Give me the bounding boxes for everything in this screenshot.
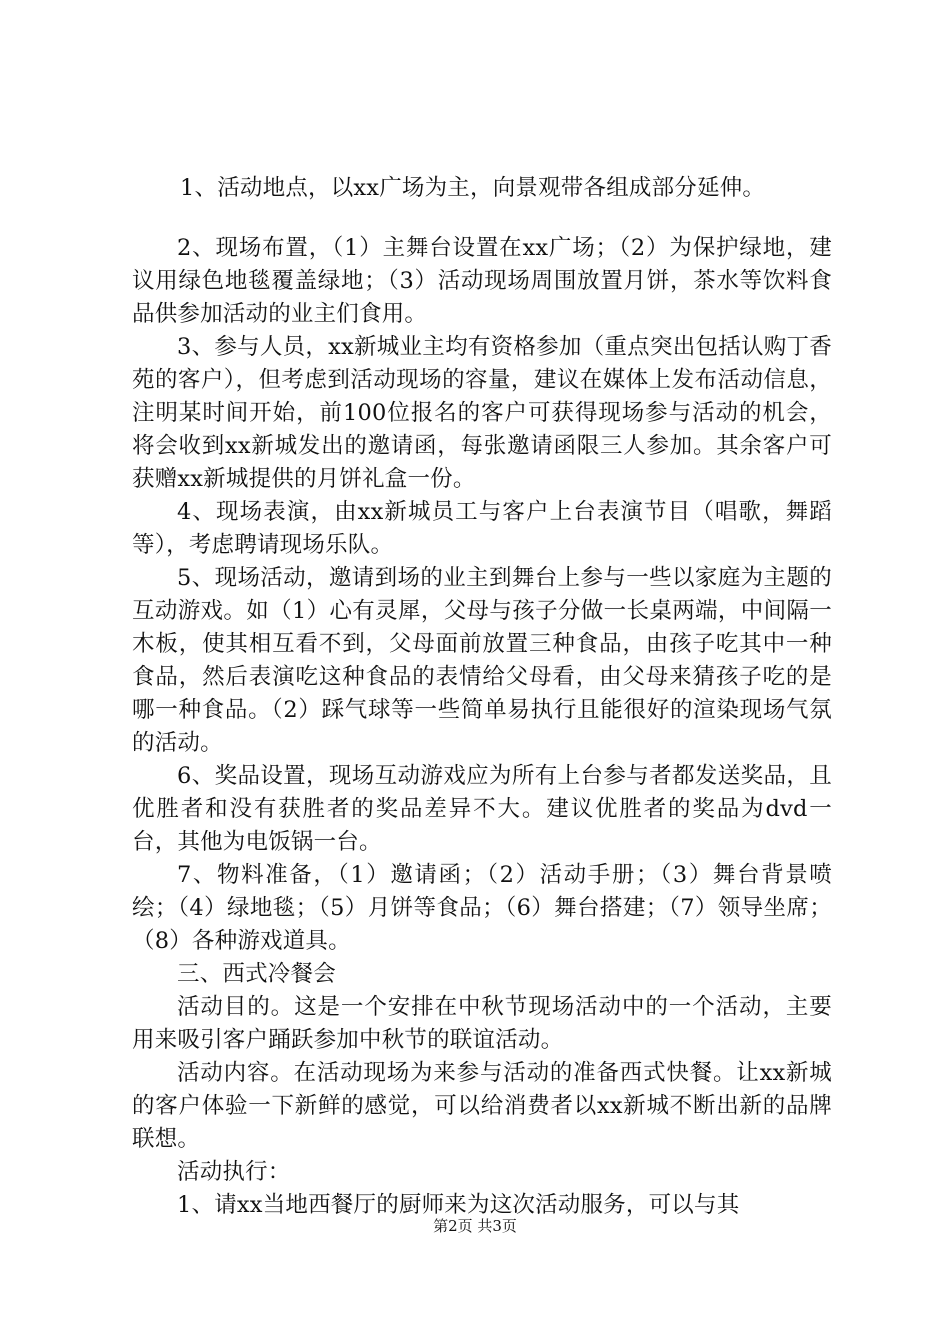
paragraph-execution-item: 1、请xx当地西餐厅的厨师来为这次活动服务，可以与其 bbox=[177, 1192, 740, 1218]
paragraph-performance: 4、现场表演，由xx新城员工与客户上台表演节目（唱歌，舞蹈等），考虑聘请现场乐队。 bbox=[132, 499, 832, 558]
document-body bbox=[132, 172, 832, 1222]
paragraph-content: 活动内容。在活动现场为来参与活动的准备西式快餐。让xx新城的客户体验一下新鲜的感觉，可以给消费者以xx新城不断出新的品牌联想。 bbox=[132, 1060, 832, 1152]
paragraph-activities: 5、现场活动，邀请到场的业主到舞台上参与一些以家庭为主题的互动游戏。如（1）心有灵犀，父母与孩子分做一长桌两端，中间隔一木板，使其相互看不到，父母面前放置三种食品，由孩子吃其中一种食品，然后表演吃这种食品的表情给父母看，由父母来猜孩子吃的是哪一种食品。（2）踩气球等一些简单易执行且能很好的渲染现场气氛的活动。 bbox=[132, 565, 832, 756]
paragraph-purpose: 活动目的。这是一个安排在中秋节现场活动中的一个活动，主要用来吸引客户踊跃参加中秋节的联谊活动。 bbox=[132, 994, 832, 1053]
paragraph-participants: 3、参与人员，xx新城业主均有资格参加（重点突出包括认购丁香苑的客户），但考虑到活动现场的容量，建议在媒体上发布活动信息，注明某时间开始，前100位报名的客户可获得现场参与活动的机会，将会收到xx新城发出的邀请函，每张邀请函限三人参加。其余客户可获赠xx新城提供的月饼礼盒一份。 bbox=[132, 334, 832, 492]
paragraph-prizes: 6、奖品设置，现场互动游戏应为所有上台参与者都发送奖品，且优胜者和没有获胜者的奖品差异不大。建议优胜者的奖品为dvd一台，其他为电饭锅一台。 bbox=[132, 763, 832, 855]
paragraph-venue: 1、活动地点，以xx广场为主，向景观带各组成部分延伸。 bbox=[180, 175, 766, 201]
page-number: 第2页 共3页 bbox=[433, 1217, 517, 1235]
section-heading: 三、西式冷餐会 bbox=[177, 961, 336, 987]
paragraph-layout: 2、现场布置，（1）主舞台设置在xx广场；（2）为保护绿地，建议用绿色地毯覆盖绿地；（3）活动现场周围放置月饼，茶水等饮料食品供参加活动的业主们食用。 bbox=[132, 235, 832, 327]
paragraph-execution-heading: 活动执行： bbox=[177, 1159, 291, 1185]
paragraph-materials: 7、物料准备，（1）邀请函；（2）活动手册；（3）舞台背景喷绘；（4）绿地毯；（5）月饼等食品；（6）舞台搭建；（7）领导坐席；（8）各种游戏道具。 bbox=[132, 862, 832, 954]
